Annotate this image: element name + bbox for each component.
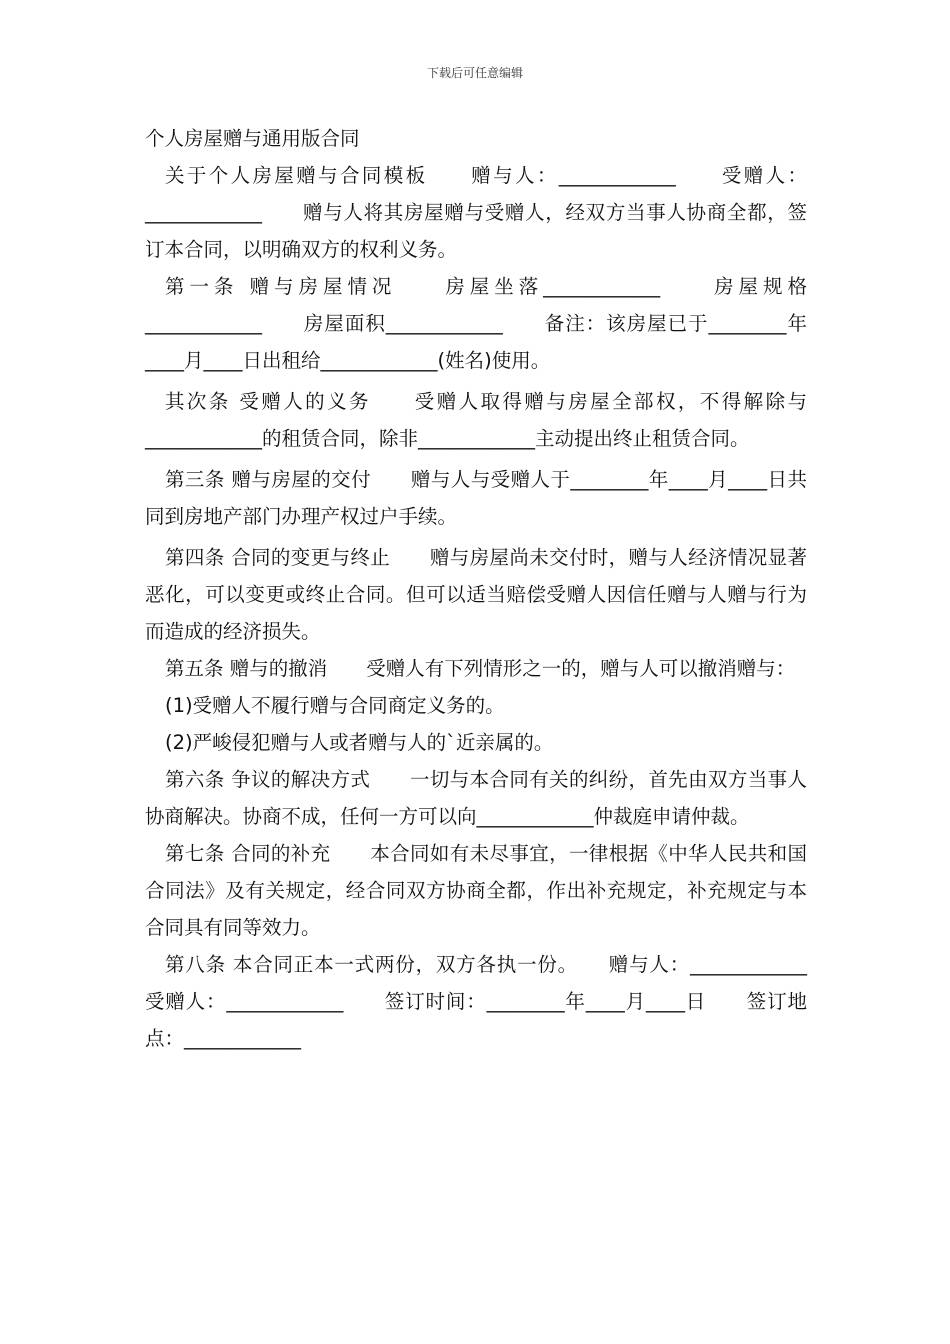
article-5-item-1: (1)受赠人不履行赠与合同商定义务的。 [165, 694, 505, 717]
intro-paragraph: 关于个人房屋赠与合同模板 赠与人：____________ 受赠人：____________ 赠与人将其房屋赠与受赠人，经双方当事人协商全都，签订本合同，以明确双方的权利义务。 [145, 164, 807, 261]
article-6-paragraph: 第六条 争议的解决方式 一切与本合同有关的纠纷，首先由双方当事人协商解决。协商不成，任何一方可以向____________仲裁庭申请仲裁。 [145, 768, 807, 828]
article-7-paragraph: 第七条 合同的补充 本合同如有未尽事宜，一律根据《中华人民共和国合同法》及有关规定，经合同双方协商全都，作出补充规定，补充规定与本合同具有同等效力。 [145, 842, 807, 939]
header-note: 下载后可任意编辑 [426, 66, 523, 80]
article-2-paragraph: 其次条 受赠人的义务 受赠人取得赠与房屋全部权，不得解除与____________的租赁合同，除非____________主动提出终止租赁合同。 [145, 390, 807, 450]
article-1-paragraph: 第一条 赠与房屋情况 房屋坐落____________ 房屋规格____________ 房屋面积____________ 备注：该房屋已于________年____月____日出租给____________(姓名)使用。 [145, 275, 807, 372]
article-5-paragraph: 第五条 赠与的撤消 受赠人有下列情形之一的，赠与人可以撤消赠与： [165, 657, 796, 680]
document-body [145, 120, 847, 1057]
article-8-paragraph: 第八条 本合同正本一式两份，双方各执一份。 赠与人：____________ 受赠人：____________ 签订时间：________年____月____日 签订地点：____________ [145, 953, 847, 1050]
article-3-paragraph: 第三条 赠与房屋的交付 赠与人与受赠人于________年____月____日共同到房地产部门办理产权过户手续。 [145, 468, 807, 528]
document-title: 个人房屋赠与通用版合同 [145, 127, 360, 150]
article-5-item-2: (2)严峻侵犯赠与人或者赠与人的`近亲属的。 [165, 731, 554, 754]
article-4-paragraph: 第四条 合同的变更与终止 赠与房屋尚未交付时，赠与人经济情况显著恶化，可以变更或终止合同。但可以适当赔偿受赠人因信任赠与人赠与行为而造成的经济损失。 [145, 546, 807, 643]
